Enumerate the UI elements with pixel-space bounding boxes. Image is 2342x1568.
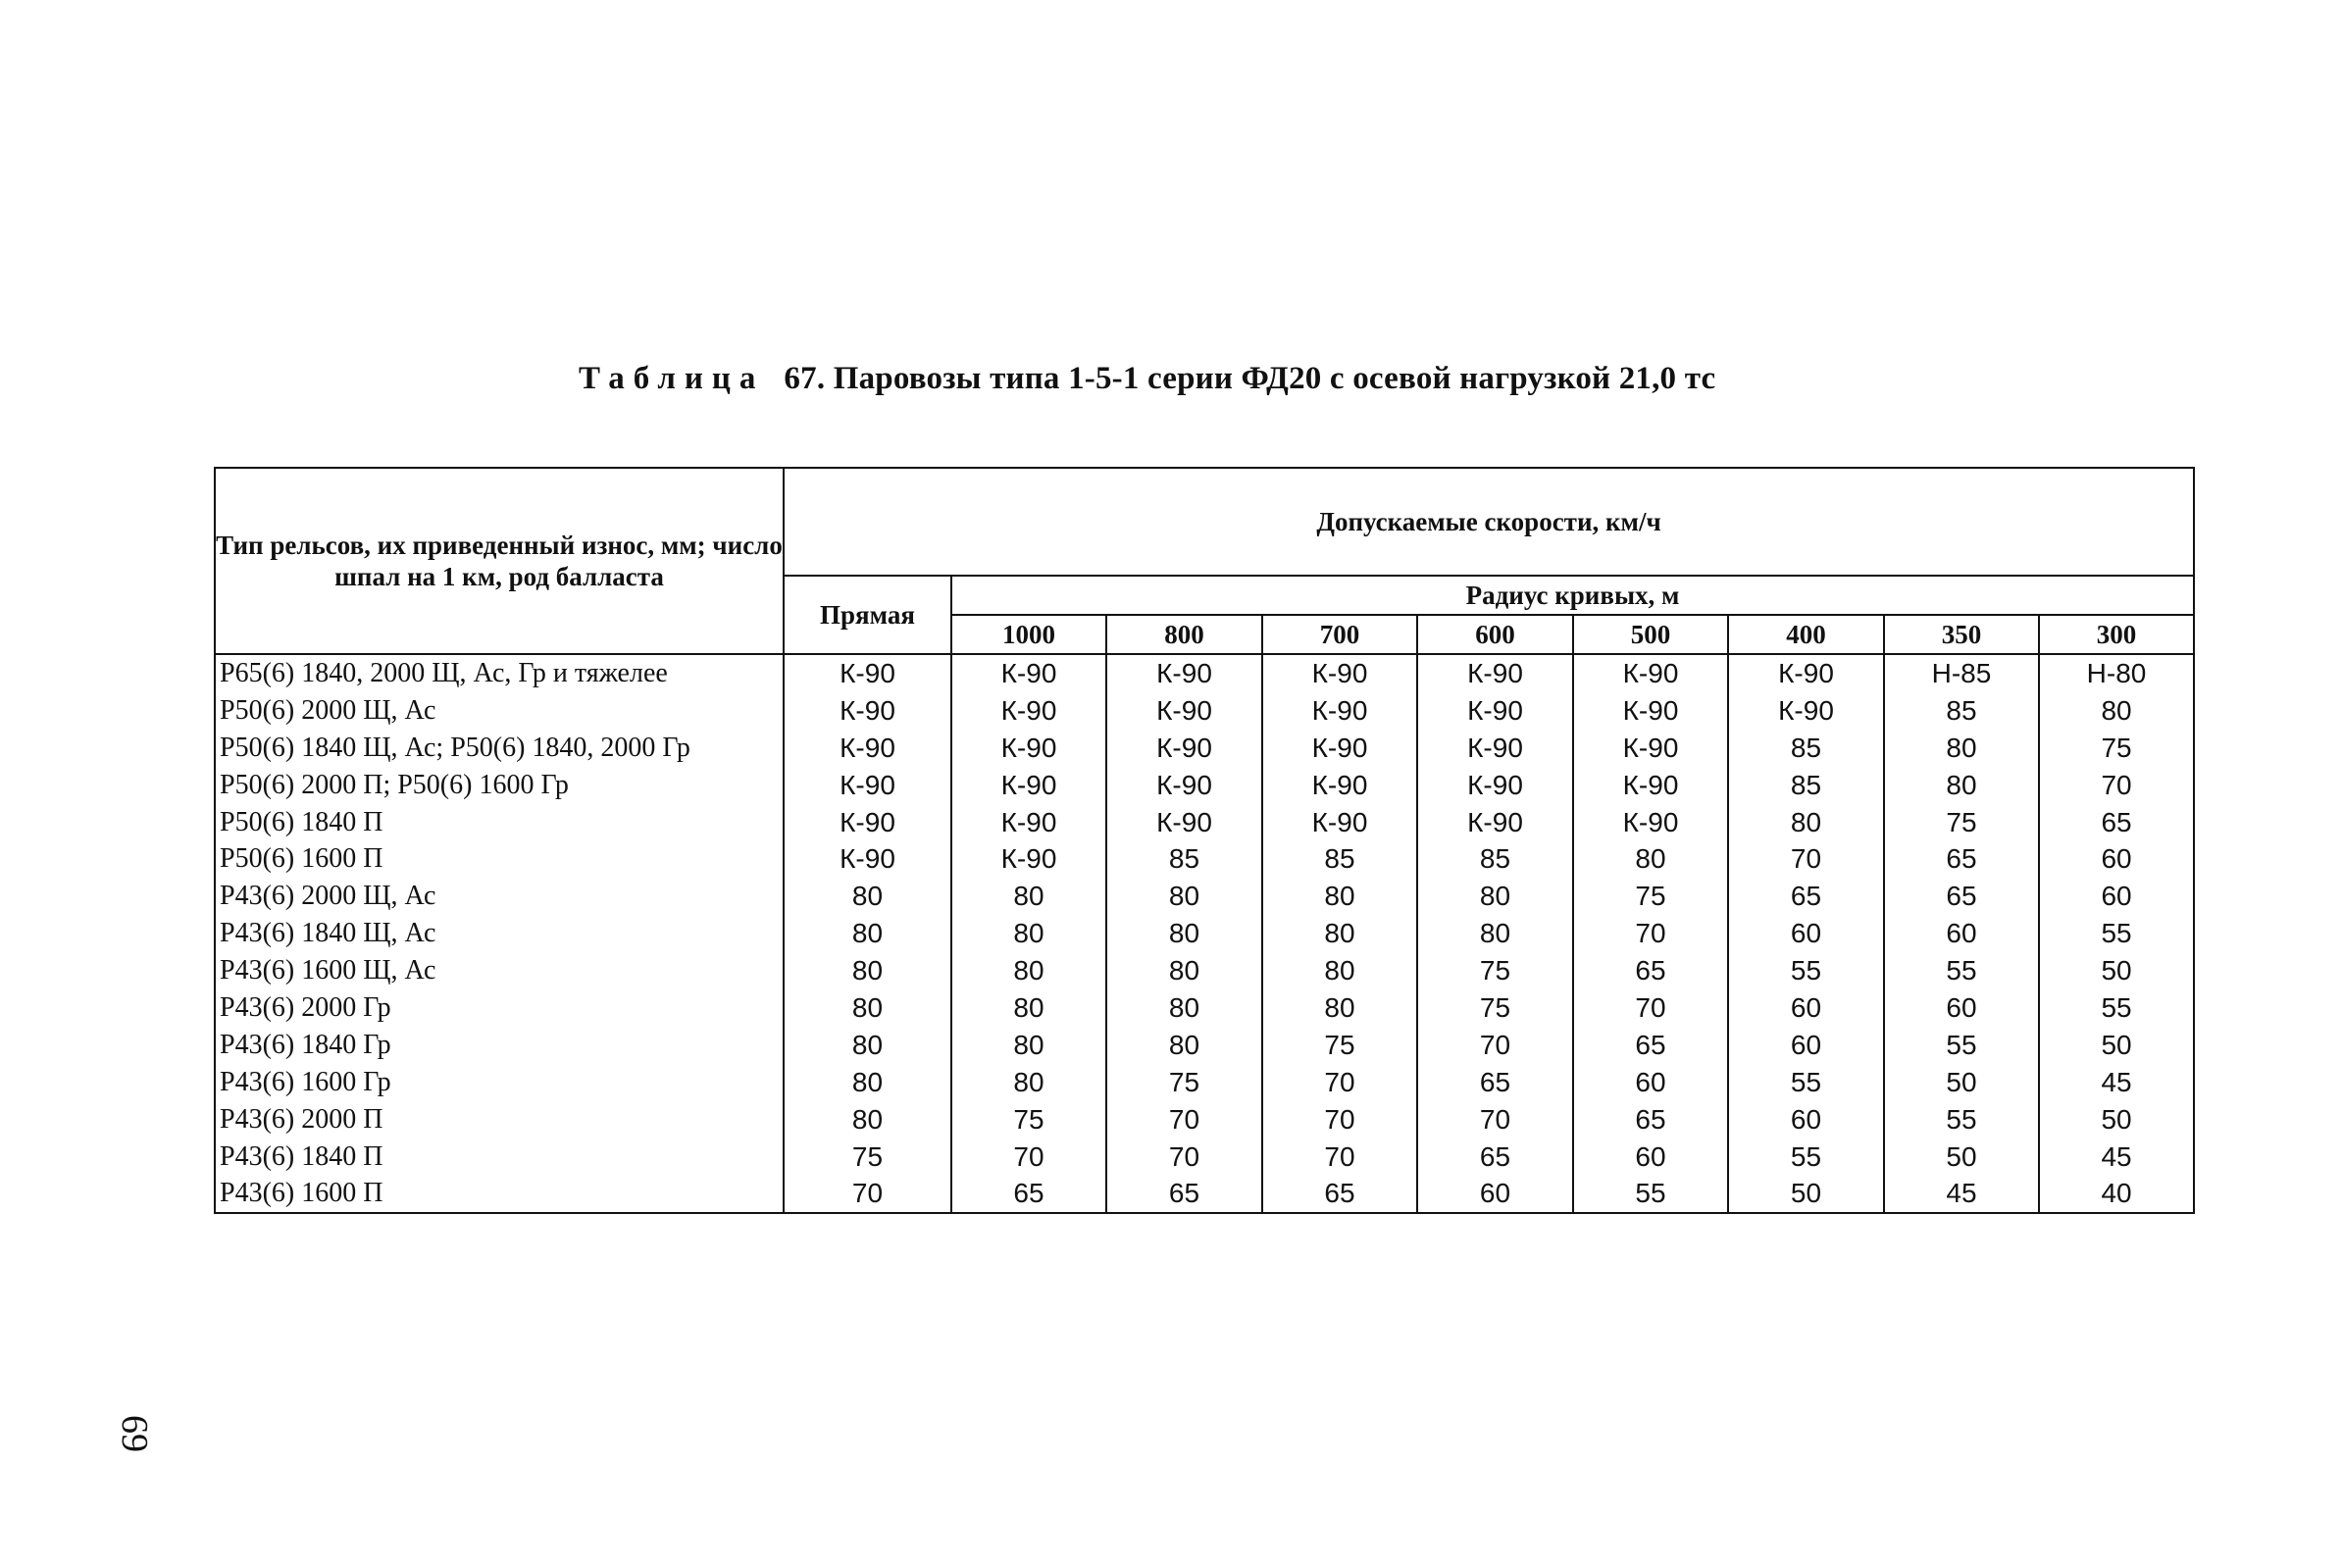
table-row [215,840,2194,878]
curve-speed-cell: 50 [2039,1027,2194,1064]
straight-speed-cell: 70 [784,1175,951,1213]
curve-speed-cell: 80 [1262,915,1417,952]
radius-column-header: 600 [1417,615,1573,654]
curve-speed-cell: К-90 [1573,654,1728,692]
straight-speed-cell: К-90 [784,654,951,692]
curve-speed-cell: 60 [1728,1027,1884,1064]
radius-column-header: 1000 [951,615,1106,654]
curve-speed-cell: 75 [1884,804,2039,841]
curve-speed-cell: 70 [1262,1138,1417,1176]
rail-type-cell: Р50(6) 2000 П; Р50(6) 1600 Гр [215,767,784,804]
curve-speed-cell: К-90 [1417,767,1573,804]
curve-speed-cell: К-90 [1106,692,1262,730]
curve-speed-cell: 60 [1884,989,2039,1027]
curve-speed-cell: 60 [1884,915,2039,952]
curve-radius-header: Радиус кривых, м [951,576,2194,615]
straight-speed-cell: К-90 [784,840,951,878]
curve-speed-cell: 60 [1573,1138,1728,1176]
curve-speed-cell: 80 [951,915,1106,952]
curve-speed-cell: 65 [1106,1175,1262,1213]
table-title [579,361,1715,397]
table-row [215,1027,2194,1064]
rail-type-cell: Р43(6) 2000 Щ, Ас [215,878,784,915]
curve-speed-cell: К-90 [1417,730,1573,767]
curve-speed-cell: 70 [1262,1101,1417,1138]
rail-type-cell: Р43(6) 1840 П [215,1138,784,1176]
curve-speed-cell: 70 [2039,767,2194,804]
curve-speed-cell: 60 [2039,878,2194,915]
curve-speed-cell: К-90 [1573,730,1728,767]
curve-speed-cell: 65 [1573,1027,1728,1064]
curve-speed-cell: 65 [1884,878,2039,915]
curve-speed-cell: К-90 [1417,804,1573,841]
curve-speed-cell: 55 [2039,915,2194,952]
curve-speed-cell: К-90 [1106,730,1262,767]
table-row [215,1175,2194,1213]
curve-speed-cell: 80 [1573,840,1728,878]
curve-speed-cell: 75 [1417,952,1573,989]
curve-speed-cell: К-90 [1106,767,1262,804]
straight-speed-cell: К-90 [784,692,951,730]
curve-speed-cell: К-90 [1262,730,1417,767]
curve-speed-cell: 65 [2039,804,2194,841]
curve-speed-cell: К-90 [1573,692,1728,730]
rail-type-cell: Р43(6) 1600 П [215,1175,784,1213]
straight-speed-cell: 80 [784,878,951,915]
table-row [215,1101,2194,1138]
curve-speed-cell: 80 [1884,767,2039,804]
curve-speed-cell: 80 [1106,989,1262,1027]
curve-speed-cell: 85 [1106,840,1262,878]
curve-speed-cell: 65 [1573,952,1728,989]
rail-type-cell: Р43(6) 1600 Щ, Ас [215,952,784,989]
speed-table [214,467,2195,1214]
curve-speed-cell: 85 [1884,692,2039,730]
table-row [215,878,2194,915]
curve-speed-cell: 65 [1573,1101,1728,1138]
table-row [215,915,2194,952]
curve-speed-cell: 55 [1884,1027,2039,1064]
page-number: 69 [114,1415,155,1452]
curve-speed-cell: К-90 [951,730,1106,767]
curve-speed-cell: 85 [1262,840,1417,878]
curve-speed-cell: 50 [1884,1138,2039,1176]
rail-type-cell: Р43(6) 1600 Гр [215,1064,784,1101]
curve-speed-cell: 45 [2039,1064,2194,1101]
curve-speed-cell: 80 [1262,989,1417,1027]
table-row [215,952,2194,989]
curve-speed-cell: 80 [951,989,1106,1027]
rail-type-cell: Р50(6) 1600 П [215,840,784,878]
curve-speed-cell: Н-80 [2039,654,2194,692]
curve-speed-cell: 80 [951,878,1106,915]
straight-speed-cell: 80 [784,915,951,952]
curve-speed-cell: 55 [1884,1101,2039,1138]
rail-type-cell: Р43(6) 1840 Щ, Ас [215,915,784,952]
straight-speed-cell: 80 [784,952,951,989]
straight-speed-cell: 80 [784,1027,951,1064]
radius-column-header: 350 [1884,615,2039,654]
curve-speed-cell: 45 [2039,1138,2194,1176]
curve-speed-cell: 80 [951,952,1106,989]
curve-speed-cell: К-90 [1262,767,1417,804]
curve-speed-cell: 70 [1417,1101,1573,1138]
curve-speed-cell: 50 [2039,952,2194,989]
curve-speed-cell: 65 [1417,1064,1573,1101]
curve-speed-cell: К-90 [1417,654,1573,692]
curve-speed-cell: 70 [951,1138,1106,1176]
straight-header: Прямая [784,576,951,654]
curve-speed-cell: 70 [1728,840,1884,878]
curve-speed-cell: К-90 [951,654,1106,692]
rail-type-cell: Р50(6) 1840 П [215,804,784,841]
rail-type-cell: Р65(6) 1840, 2000 Щ, Ас, Гр и тяжелее [215,654,784,692]
curve-speed-cell: 75 [1417,989,1573,1027]
curve-speed-cell: 75 [2039,730,2194,767]
curve-speed-cell: 80 [951,1064,1106,1101]
curve-speed-cell: К-90 [1573,804,1728,841]
straight-speed-cell: 80 [784,989,951,1027]
curve-speed-cell: К-90 [951,840,1106,878]
curve-speed-cell: 80 [1106,952,1262,989]
curve-speed-cell: 80 [1728,804,1884,841]
curve-speed-cell: 60 [2039,840,2194,878]
curve-speed-cell: 80 [951,1027,1106,1064]
rail-type-cell: Р43(6) 2000 Гр [215,989,784,1027]
curve-speed-cell: Н-85 [1884,654,2039,692]
curve-speed-cell: К-90 [951,767,1106,804]
rail-type-cell: Р43(6) 1840 Гр [215,1027,784,1064]
curve-speed-cell: 65 [951,1175,1106,1213]
curve-speed-cell: 55 [1728,1064,1884,1101]
curve-speed-cell: 50 [1728,1175,1884,1213]
curve-speed-cell: К-90 [1573,767,1728,804]
curve-speed-cell: 50 [1884,1064,2039,1101]
curve-speed-cell: 70 [1262,1064,1417,1101]
radius-column-header: 400 [1728,615,1884,654]
curve-speed-cell: 80 [1417,915,1573,952]
table-row [215,1064,2194,1101]
table-body [215,654,2194,1213]
curve-speed-cell: 60 [1728,915,1884,952]
curve-speed-cell: 80 [1262,878,1417,915]
curve-speed-cell: 80 [2039,692,2194,730]
radius-column-header: 500 [1573,615,1728,654]
radius-column-header: 800 [1106,615,1262,654]
curve-speed-cell: 85 [1417,840,1573,878]
curve-speed-cell: 80 [1884,730,2039,767]
radius-column-header: 300 [2039,615,2194,654]
curve-speed-cell: 55 [1573,1175,1728,1213]
curve-speed-cell: 55 [2039,989,2194,1027]
rail-type-header: Тип рельсов, их приведенный износ, мм; число шпал на 1 км, род балласта [215,468,784,654]
rail-type-cell: Р50(6) 1840 Щ, Ас; Р50(6) 1840, 2000 Гр [215,730,784,767]
straight-speed-cell: 80 [784,1064,951,1101]
curve-speed-cell: 75 [1573,878,1728,915]
curve-speed-cell: 85 [1728,767,1884,804]
table-row [215,989,2194,1027]
table-row [215,767,2194,804]
curve-speed-cell: 60 [1728,989,1884,1027]
curve-speed-cell: К-90 [1728,654,1884,692]
curve-speed-cell: К-90 [1106,654,1262,692]
curve-speed-cell: К-90 [951,804,1106,841]
curve-speed-cell: 75 [951,1101,1106,1138]
curve-speed-cell: 70 [1573,989,1728,1027]
curve-speed-cell: 70 [1417,1027,1573,1064]
straight-speed-cell: К-90 [784,730,951,767]
curve-speed-cell: 40 [2039,1175,2194,1213]
table-row [215,692,2194,730]
curve-speed-cell: 70 [1106,1138,1262,1176]
curve-speed-cell: 60 [1728,1101,1884,1138]
curve-speed-cell: 80 [1106,1027,1262,1064]
curve-speed-cell: 65 [1728,878,1884,915]
curve-speed-cell: 70 [1106,1101,1262,1138]
straight-speed-cell: 75 [784,1138,951,1176]
radius-column-header: 700 [1262,615,1417,654]
curve-speed-cell: 65 [1417,1138,1573,1176]
table-row [215,730,2194,767]
table-title-text: 67. Паровозы типа 1-5-1 серии ФД20 с осевой нагрузкой 21,0 тс [784,361,1716,396]
table-title-label: Таблица [579,361,765,396]
straight-speed-cell: К-90 [784,804,951,841]
curve-speed-cell: 45 [1884,1175,2039,1213]
curve-speed-cell: К-90 [1262,692,1417,730]
table-row [215,804,2194,841]
curve-speed-cell: 80 [1417,878,1573,915]
curve-speed-cell: 55 [1728,952,1884,989]
rail-type-cell: Р43(6) 2000 П [215,1101,784,1138]
curve-speed-cell: 75 [1262,1027,1417,1064]
curve-speed-cell: К-90 [951,692,1106,730]
curve-speed-cell: 75 [1106,1064,1262,1101]
curve-speed-cell: К-90 [1106,804,1262,841]
curve-speed-cell: 55 [1728,1138,1884,1176]
curve-speed-cell: К-90 [1262,654,1417,692]
allowed-speed-header: Допускаемые скорости, км/ч [784,468,2194,576]
curve-speed-cell: 80 [1106,915,1262,952]
curve-speed-cell: 70 [1573,915,1728,952]
curve-speed-cell: 65 [1262,1175,1417,1213]
curve-speed-cell: 85 [1728,730,1884,767]
curve-speed-cell: 60 [1417,1175,1573,1213]
table-row [215,1138,2194,1176]
curve-speed-cell: 65 [1884,840,2039,878]
curve-speed-cell: 55 [1884,952,2039,989]
curve-speed-cell: 80 [1106,878,1262,915]
rail-type-cell: Р50(6) 2000 Щ, Ас [215,692,784,730]
curve-speed-cell: К-90 [1417,692,1573,730]
curve-speed-cell: К-90 [1262,804,1417,841]
curve-speed-cell: 50 [2039,1101,2194,1138]
curve-speed-cell: К-90 [1728,692,1884,730]
straight-speed-cell: К-90 [784,767,951,804]
curve-speed-cell: 80 [1262,952,1417,989]
table-row [215,654,2194,692]
curve-speed-cell: 60 [1573,1064,1728,1101]
straight-speed-cell: 80 [784,1101,951,1138]
